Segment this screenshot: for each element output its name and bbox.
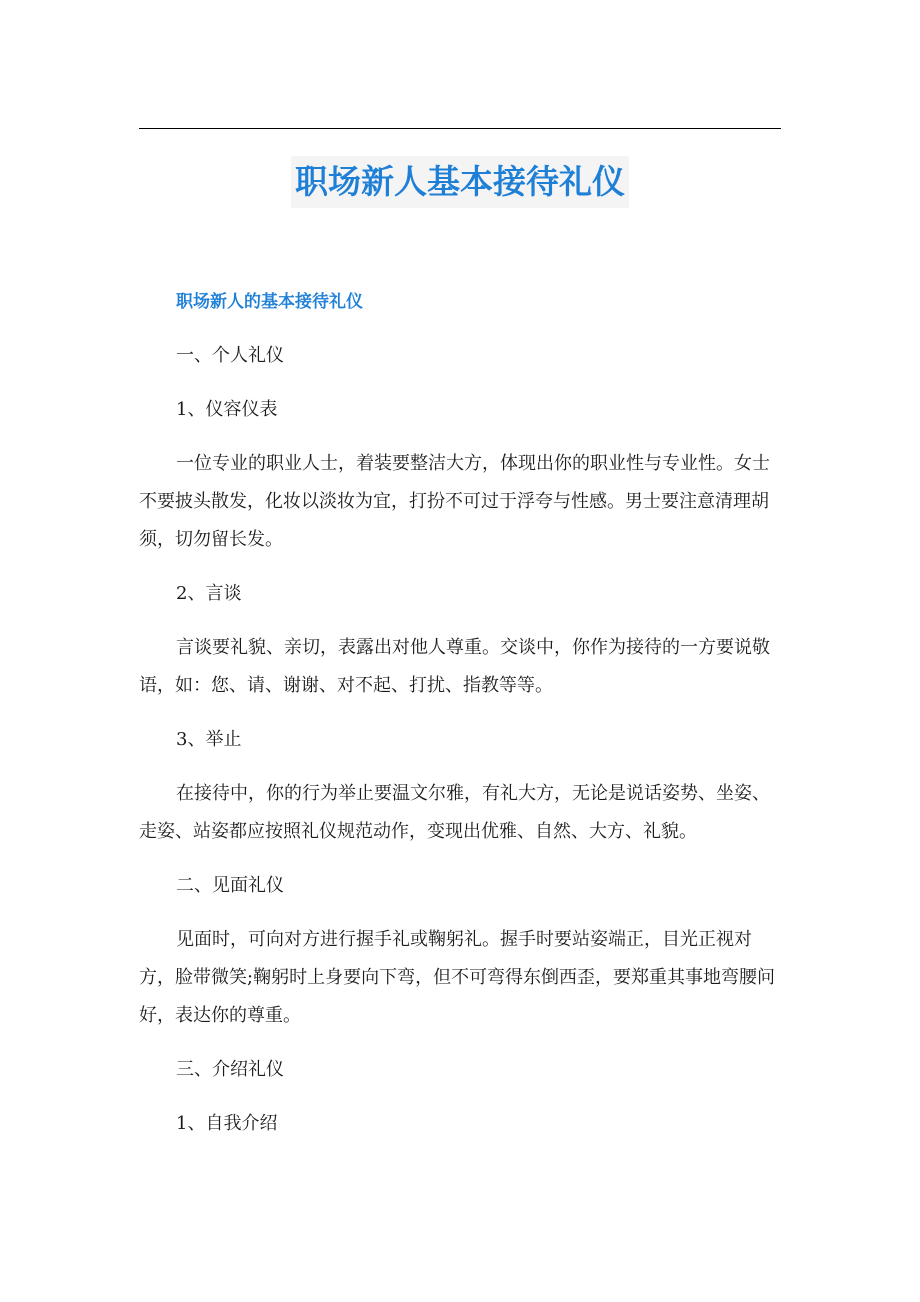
- item-heading-self-introduction: 1、自我介绍: [176, 1113, 278, 1134]
- item-heading-behavior: 3、举止: [176, 729, 242, 750]
- document-title: [0, 156, 920, 208]
- section-heading-personal-etiquette: 一、个人礼仪: [176, 345, 284, 366]
- item-heading-speech: 2、言谈: [176, 583, 242, 604]
- paragraph-speech: 言谈要礼貌、亲切，表露出对他人尊重。交谈中，你作为接待的一方要说敬语，如：您、请、谢谢、对不起、打扰、指教等等。: [139, 637, 770, 696]
- document-subtitle: 职场新人的基本接待礼仪: [176, 292, 363, 312]
- document-title-text: 职场新人基本接待礼仪: [291, 156, 629, 208]
- section-heading-meeting-etiquette: 二、见面礼仪: [176, 875, 284, 896]
- item-heading-appearance: 1、仪容仪表: [176, 399, 278, 420]
- paragraph-meeting: 见面时，可向对方进行握手礼或鞠躬礼。握手时要站姿端正，目光正视对方，脸带微笑;鞠躬时上身要向下弯，但不可弯得东倒西歪，要郑重其事地弯腰问好，表达你的尊重。: [139, 929, 776, 1026]
- paragraph-appearance: 一位专业的职业人士，着装要整洁大方，体现出你的职业性与专业性。女士不要披头散发，化妆以淡妆为宜，打扮不可过于浮夸与性感。男士要注意清理胡须，切勿留长发。: [139, 453, 770, 550]
- header-rule: [139, 128, 781, 129]
- paragraph-behavior: 在接待中，你的行为举止要温文尔雅，有礼大方，无论是说话姿势、坐姿、走姿、站姿都应按照礼仪规范动作，变现出优雅、自然、大方、礼貌。: [139, 783, 770, 842]
- document-body: [139, 283, 781, 1143]
- section-heading-introduction-etiquette: 三、介绍礼仪: [176, 1059, 284, 1080]
